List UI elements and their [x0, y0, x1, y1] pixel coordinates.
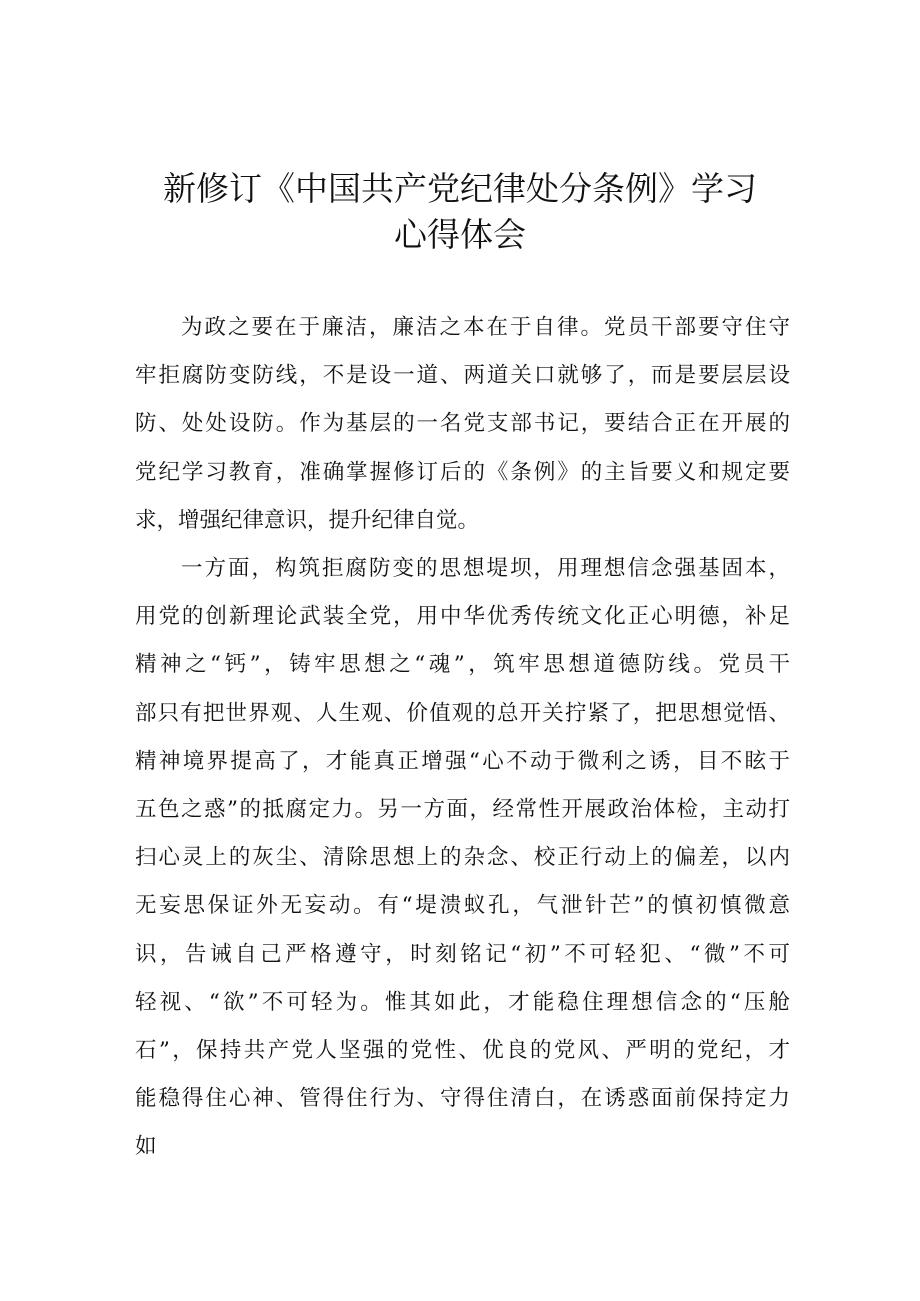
paragraph-line: 为政之要在于廉洁，廉洁之本在于自律。党员干部要守住守 [181, 315, 790, 340]
paragraph-line: 精神境界提高了，才能真正增强“心不动于微利之诱，目不眩于 [135, 748, 790, 774]
paragraph-line: 扫心灵上的灰尘、清除思想上的杂念、校正行动上的偏差，以内 [135, 845, 790, 871]
paragraph-line: 牢拒腐防变防线，不是设一道、两道关口就够了，而是要层层设 [135, 363, 790, 389]
title-line-1: 新修订《中国共产党纪律处分条例》学习 [163, 169, 757, 208]
document-body [135, 304, 790, 1172]
paragraph-line: 如 [135, 1134, 157, 1160]
paragraph-line: 五色之惑”的抵腐定力。另一方面，经常性开展政治体检，主动打 [135, 797, 790, 823]
paragraph-line: 一方面，构筑拒腐防变的思想堤坝，用理想信念强基固本， [181, 556, 790, 582]
paragraph-line: 精神之“钙”，铸牢思想之“魂”，筑牢思想道德防线。党员干 [135, 652, 790, 678]
paragraph-2 [135, 545, 790, 1172]
paragraph-line: 能稳得住心神、管得住行为、守得住清白，在诱惑面前保持定力 [135, 1086, 790, 1112]
title-line-2: 心得体会 [394, 215, 526, 254]
paragraph-line: 党纪学习教育，准确掌握修订后的《条例》的主旨要义和规定要 [135, 459, 790, 485]
paragraph-line: 轻视、“欲”不可轻为。惟其如此，才能稳住理想信念的“压舱 [135, 989, 790, 1015]
paragraph-line: 识，告诫自己严格遵守，时刻铭记“初”不可轻犯、“微”不可 [135, 941, 790, 967]
paragraph-line: 部只有把世界观、人生观、价值观的总开关拧紧了，把思想觉悟、 [135, 700, 790, 726]
paragraph-line: 防、处处设防。作为基层的一名党支部书记，要结合正在开展的 [135, 411, 790, 437]
paragraph-line: 无妄思保证外无妄动。有“堤溃蚁孔，气泄针芒”的慎初慎微意 [135, 893, 790, 919]
paragraph-1 [135, 304, 790, 545]
paragraph-line: 石”，保持共产党人坚强的党性、优良的党风、严明的党纪，才 [135, 1038, 790, 1064]
paragraph-line: 用党的创新理论武装全党，用中华优秀传统文化正心明德，补足 [135, 604, 790, 630]
document-title [120, 166, 800, 258]
paragraph-line: 求，增强纪律意识，提升纪律自觉。 [135, 507, 480, 533]
